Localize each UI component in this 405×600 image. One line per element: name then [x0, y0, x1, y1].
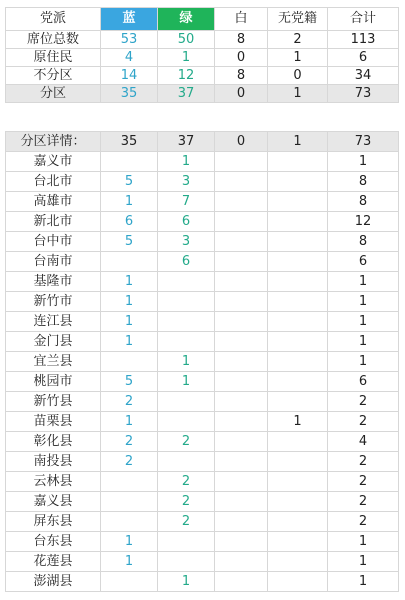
district-name: 云林县 — [6, 472, 101, 492]
summary-cell: 8 — [215, 31, 268, 49]
seat-count — [268, 312, 328, 332]
district-name: 台南市 — [6, 252, 101, 272]
seat-count: 2 — [158, 432, 215, 452]
detail-header-cell: 73 — [328, 132, 399, 152]
seat-count — [268, 212, 328, 232]
seat-count — [268, 252, 328, 272]
seat-count: 4 — [328, 432, 399, 452]
seat-count — [215, 292, 268, 312]
summary-cell: 1 — [268, 85, 328, 103]
seat-count: 6 — [158, 252, 215, 272]
seat-count — [268, 352, 328, 372]
district-name: 屏东县 — [6, 512, 101, 532]
seat-count: 1 — [101, 412, 158, 432]
seat-count — [101, 352, 158, 372]
seat-count: 2 — [101, 432, 158, 452]
seat-count — [268, 232, 328, 252]
seat-count — [215, 192, 268, 212]
detail-row — [6, 212, 399, 232]
seat-count: 6 — [101, 212, 158, 232]
seat-count: 5 — [101, 172, 158, 192]
summary-cell: 原住民 — [6, 49, 101, 67]
seat-count — [215, 432, 268, 452]
summary-cell: 73 — [328, 85, 399, 103]
summary-header-cell: 白 — [215, 8, 268, 31]
seat-count: 1 — [101, 192, 158, 212]
detail-row — [6, 272, 399, 292]
seat-count — [101, 572, 158, 592]
detail-row — [6, 232, 399, 252]
detail-row — [6, 472, 399, 492]
summary-cell: 50 — [158, 31, 215, 49]
district-name: 高雄市 — [6, 192, 101, 212]
summary-cell: 4 — [101, 49, 158, 67]
district-name: 金门县 — [6, 332, 101, 352]
seat-count — [215, 452, 268, 472]
summary-cell: 席位总数 — [6, 31, 101, 49]
seat-count — [268, 552, 328, 572]
summary-cell: 0 — [215, 49, 268, 67]
seat-count — [268, 332, 328, 352]
seat-count — [215, 152, 268, 172]
seat-count: 1 — [158, 572, 215, 592]
seat-count — [215, 372, 268, 392]
district-name: 嘉义市 — [6, 152, 101, 172]
seat-count: 8 — [328, 232, 399, 252]
summary-header-cell: 无党籍 — [268, 8, 328, 31]
detail-row — [6, 252, 399, 272]
seat-count — [215, 492, 268, 512]
seat-count — [215, 392, 268, 412]
seat-count — [158, 552, 215, 572]
seat-count: 1 — [328, 552, 399, 572]
seat-count: 1 — [328, 332, 399, 352]
detail-row — [6, 532, 399, 552]
detail-row — [6, 352, 399, 372]
summary-cell: 8 — [215, 67, 268, 85]
district-name: 新竹县 — [6, 392, 101, 412]
district-name: 苗栗县 — [6, 412, 101, 432]
seat-count — [268, 172, 328, 192]
detail-row — [6, 372, 399, 392]
summary-cell: 2 — [268, 31, 328, 49]
detail-row — [6, 172, 399, 192]
seat-count: 8 — [328, 192, 399, 212]
seat-count — [215, 212, 268, 232]
seat-count: 1 — [328, 572, 399, 592]
detail-header-cell: 0 — [215, 132, 268, 152]
detail-row — [6, 412, 399, 432]
district-name: 新竹市 — [6, 292, 101, 312]
seat-count — [215, 532, 268, 552]
seat-count — [215, 512, 268, 532]
seat-count — [268, 492, 328, 512]
detail-row — [6, 512, 399, 532]
detail-row — [6, 312, 399, 332]
detail-header-row — [6, 132, 399, 152]
seat-count — [158, 392, 215, 412]
seat-count: 1 — [328, 272, 399, 292]
summary-cell: 12 — [158, 67, 215, 85]
seat-count: 1 — [328, 312, 399, 332]
seat-count: 1 — [101, 332, 158, 352]
seat-count — [215, 572, 268, 592]
seat-count — [215, 552, 268, 572]
district-name: 宜兰县 — [6, 352, 101, 372]
seat-count — [215, 412, 268, 432]
summary-table — [5, 7, 399, 103]
seat-count — [268, 272, 328, 292]
seat-count — [268, 152, 328, 172]
seat-count — [268, 472, 328, 492]
seat-count — [268, 532, 328, 552]
detail-header-cell: 分区详情： — [6, 132, 101, 152]
district-name: 台东县 — [6, 532, 101, 552]
seat-count — [101, 252, 158, 272]
seat-count: 2 — [328, 452, 399, 472]
seat-count: 1 — [101, 532, 158, 552]
seat-count — [215, 332, 268, 352]
seat-count — [101, 492, 158, 512]
detail-row — [6, 552, 399, 572]
detail-row — [6, 492, 399, 512]
seat-count: 5 — [101, 232, 158, 252]
summary-cell: 1 — [268, 49, 328, 67]
seat-count: 2 — [101, 452, 158, 472]
seat-count — [268, 392, 328, 412]
summary-cell: 1 — [158, 49, 215, 67]
seat-count: 1 — [328, 532, 399, 552]
summary-row — [6, 85, 399, 103]
summary-cell: 0 — [215, 85, 268, 103]
seat-count: 1 — [101, 552, 158, 572]
seat-count: 2 — [158, 512, 215, 532]
district-name: 南投县 — [6, 452, 101, 472]
district-name: 桃园市 — [6, 372, 101, 392]
seat-count — [268, 572, 328, 592]
seat-count: 1 — [268, 412, 328, 432]
detail-header-cell: 1 — [268, 132, 328, 152]
seat-count — [101, 152, 158, 172]
summary-cell: 35 — [101, 85, 158, 103]
detail-row — [6, 152, 399, 172]
seat-count: 1 — [328, 292, 399, 312]
summary-cell: 分区 — [6, 85, 101, 103]
seat-count: 2 — [328, 412, 399, 432]
seat-count — [158, 272, 215, 292]
seat-count: 2 — [328, 472, 399, 492]
seat-count — [158, 312, 215, 332]
summary-header-cell: 绿 — [158, 8, 215, 31]
summary-row — [6, 49, 399, 67]
detail-header-cell: 37 — [158, 132, 215, 152]
seat-count: 7 — [158, 192, 215, 212]
summary-row — [6, 67, 399, 85]
seat-count: 2 — [101, 392, 158, 412]
seat-count: 6 — [328, 372, 399, 392]
seat-count — [215, 472, 268, 492]
summary-header-row — [6, 8, 399, 31]
summary-cell: 37 — [158, 85, 215, 103]
seat-count — [268, 372, 328, 392]
seat-count: 1 — [101, 312, 158, 332]
seat-count: 2 — [158, 492, 215, 512]
summary-cell: 14 — [101, 67, 158, 85]
detail-row — [6, 452, 399, 472]
seat-count: 8 — [328, 172, 399, 192]
seat-count — [101, 512, 158, 532]
district-name: 澎湖县 — [6, 572, 101, 592]
seat-count: 2 — [158, 472, 215, 492]
seat-count — [215, 272, 268, 292]
seat-count: 2 — [328, 392, 399, 412]
seat-count: 12 — [328, 212, 399, 232]
detail-row — [6, 332, 399, 352]
seat-count: 2 — [328, 492, 399, 512]
seat-count — [268, 292, 328, 312]
summary-cell: 0 — [268, 67, 328, 85]
summary-cell: 不分区 — [6, 67, 101, 85]
district-detail-table — [5, 131, 399, 592]
detail-header-cell: 35 — [101, 132, 158, 152]
seat-count — [158, 332, 215, 352]
detail-row — [6, 572, 399, 592]
seat-count: 1 — [328, 152, 399, 172]
district-name: 嘉义县 — [6, 492, 101, 512]
seat-count: 3 — [158, 172, 215, 192]
seat-count — [158, 412, 215, 432]
summary-header-cell: 党派 — [6, 8, 101, 31]
detail-row — [6, 192, 399, 212]
seat-count: 1 — [101, 292, 158, 312]
seat-count: 1 — [158, 372, 215, 392]
summary-cell: 113 — [328, 31, 399, 49]
seat-count — [215, 232, 268, 252]
seat-count — [268, 432, 328, 452]
seat-count: 1 — [158, 352, 215, 372]
seat-count: 6 — [328, 252, 399, 272]
seat-count: 3 — [158, 232, 215, 252]
seat-count: 1 — [158, 152, 215, 172]
detail-row — [6, 432, 399, 452]
detail-row — [6, 392, 399, 412]
district-name: 台北市 — [6, 172, 101, 192]
summary-cell: 53 — [101, 31, 158, 49]
table-gap — [0, 113, 405, 131]
seat-count: 2 — [328, 512, 399, 532]
seat-count: 1 — [328, 352, 399, 372]
district-name: 新北市 — [6, 212, 101, 232]
district-name: 彰化县 — [6, 432, 101, 452]
summary-header-cell: 合计 — [328, 8, 399, 31]
seat-count: 6 — [158, 212, 215, 232]
seat-count — [215, 312, 268, 332]
detail-row — [6, 292, 399, 312]
seat-count — [215, 172, 268, 192]
district-name: 台中市 — [6, 232, 101, 252]
seat-count — [268, 452, 328, 472]
summary-cell: 34 — [328, 67, 399, 85]
summary-row — [6, 31, 399, 49]
district-name: 连江县 — [6, 312, 101, 332]
summary-header-cell: 蓝 — [101, 8, 158, 31]
district-name: 基隆市 — [6, 272, 101, 292]
seat-count — [268, 192, 328, 212]
seat-count — [158, 452, 215, 472]
seat-count — [158, 292, 215, 312]
summary-cell: 6 — [328, 49, 399, 67]
seat-count — [268, 512, 328, 532]
seat-count — [215, 252, 268, 272]
district-name: 花莲县 — [6, 552, 101, 572]
seat-count — [215, 352, 268, 372]
seat-count — [158, 532, 215, 552]
seat-count — [101, 472, 158, 492]
seat-count: 1 — [101, 272, 158, 292]
seat-count: 5 — [101, 372, 158, 392]
